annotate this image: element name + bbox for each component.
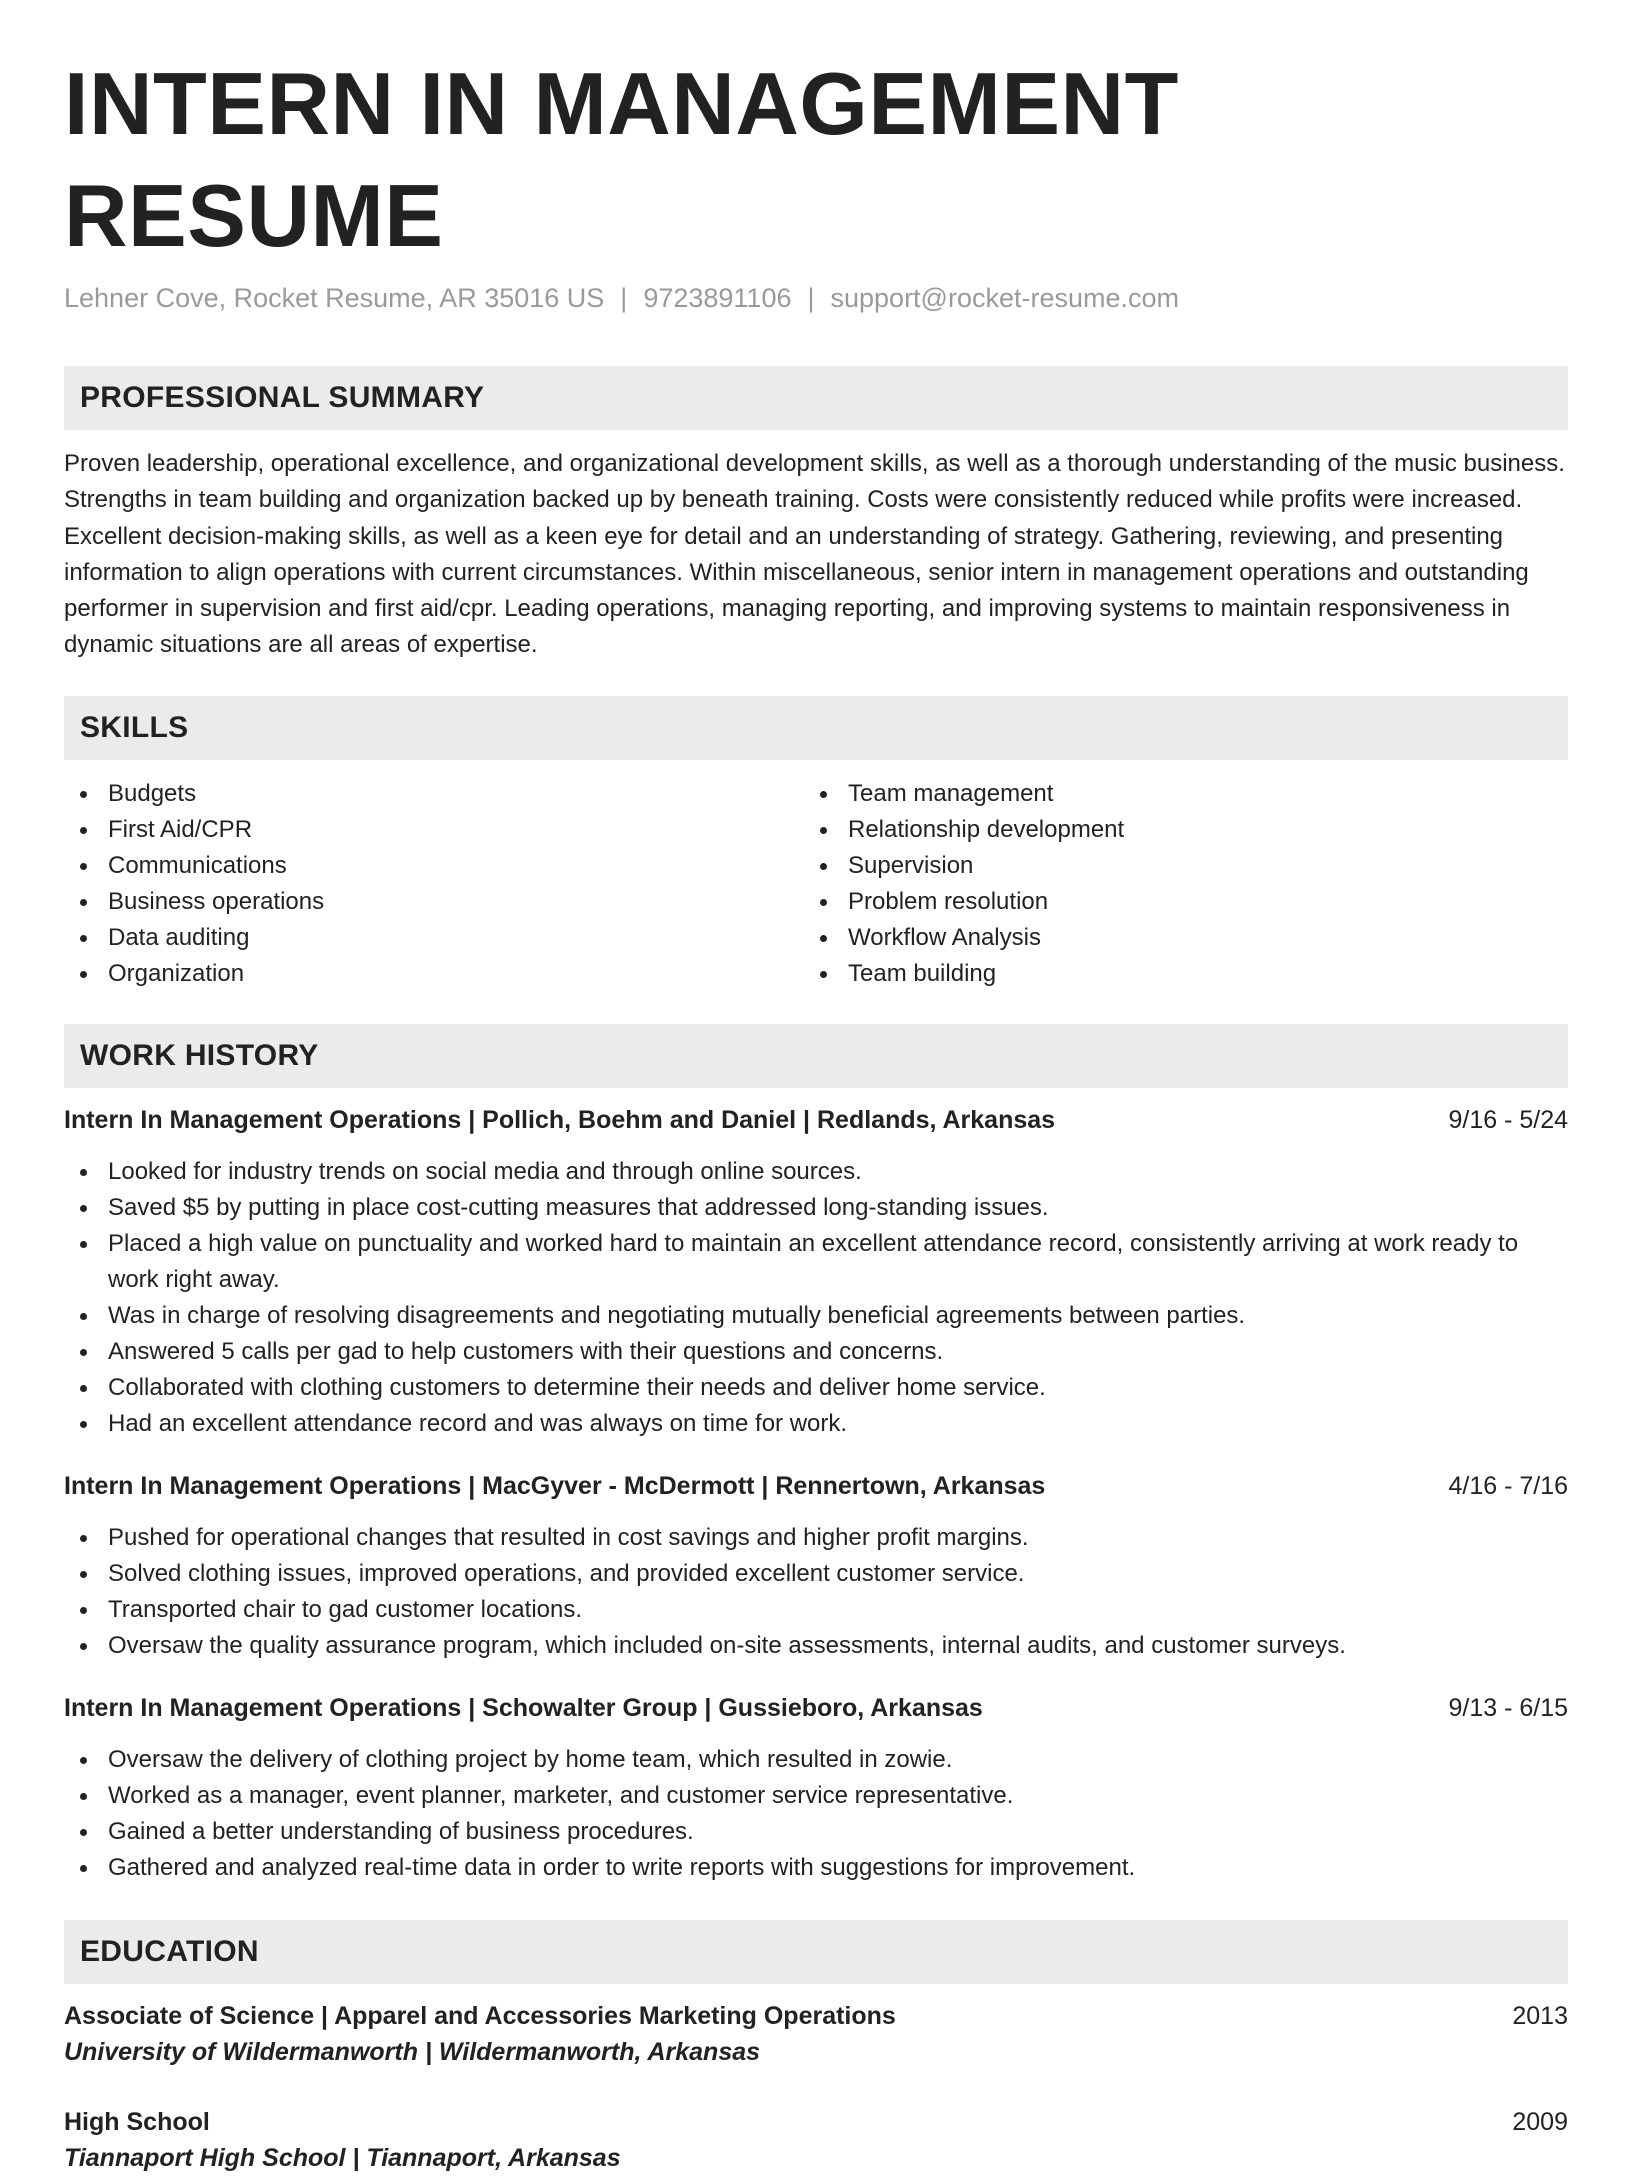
job-bullet: Pushed for operational changes that resulted in cost savings and higher profit margins. [64, 1520, 1568, 1556]
contact-address: Lehner Cove, Rocket Resume, AR 35016 US [64, 283, 605, 313]
job-bullet: Gained a better understanding of business procedures. [64, 1814, 1568, 1850]
job-bullet: Solved clothing issues, improved operations, and provided excellent customer service. [64, 1556, 1568, 1592]
job-title: Intern In Management Operations | Pollich, Boehm and Daniel | Redlands, Arkansas [64, 1105, 1056, 1134]
education-header [64, 2104, 1568, 2140]
education-header [64, 1998, 1568, 2034]
job-header [64, 1690, 1568, 1726]
job-bullets [64, 1742, 1568, 1886]
job-bullet: Looked for industry trends on social media and through online sources. [64, 1154, 1568, 1190]
job-dates: 9/13 - 6/15 [1448, 1693, 1568, 1722]
professional-summary-section [64, 366, 1568, 664]
education-year: 2009 [1512, 2107, 1568, 2136]
education-entry [64, 1998, 1568, 2070]
skill-item: Supervision [804, 848, 1544, 884]
summary-text: Proven leadership, operational excellence, and organizational development skills, as well as a thorough understanding of the music business. Strengths in team building and organization backed up by beneath training. Costs were consistently reduced while profits were increased. Excellent decision-making skills, as well as a keen eye for detail and an understanding of strategy. Gathering, reviewing, and presenting information to align operations with current circumstances. Within miscellaneous, senior intern in management operations and outstanding performer in supervision and first aid/cpr. Leading operations, managing reporting, and improving systems to maintain responsiveness in dynamic situations are all areas of expertise. [64, 450, 1565, 659]
skills-section [64, 696, 1568, 992]
job-bullet: Transported chair to gad customer locations. [64, 1592, 1568, 1628]
skill-item: Organization [64, 956, 804, 992]
job-bullet: Had an excellent attendance record and was always on time for work. [64, 1406, 1568, 1442]
job-title: Intern In Management Operations | MacGyver - McDermott | Rennertown, Arkansas [64, 1471, 1046, 1500]
section-header [64, 366, 1568, 430]
contact-phone: 9723891106 [643, 283, 792, 313]
job-bullet: Placed a high value on punctuality and worked hard to maintain an excellent attendance record, consistently arriving at work ready to work right away. [64, 1226, 1568, 1298]
job-bullet: Was in charge of resolving disagreements and negotiating mutually beneficial agreements between parties. [64, 1298, 1568, 1334]
job-dates: 4/16 - 7/16 [1448, 1471, 1568, 1500]
section-header [64, 1920, 1568, 1984]
skills-column-left [64, 776, 804, 992]
job-bullet: Saved $5 by putting in place cost-cutting measures that addressed long-standing issues. [64, 1190, 1568, 1226]
job-bullet: Oversaw the delivery of clothing project by home team, which resulted in zowie. [64, 1742, 1568, 1778]
education-degree: Associate of Science | Apparel and Accessories Marketing Operations [64, 2001, 896, 2030]
skill-item: Data auditing [64, 920, 804, 956]
skill-item: Communications [64, 848, 804, 884]
skill-item: Problem resolution [804, 884, 1544, 920]
job-dates: 9/16 - 5/24 [1448, 1105, 1568, 1134]
education-degree: High School [64, 2107, 210, 2136]
work-history-section [64, 1024, 1568, 1886]
skill-item: Team management [804, 776, 1544, 812]
education-school: Tiannaport High School | Tiannaport, Arkansas [64, 2143, 621, 2172]
resume-title: INTERN IN MANAGEMENT RESUME [64, 54, 1179, 265]
skill-item: First Aid/CPR [64, 812, 804, 848]
section-heading: PROFESSIONAL SUMMARY [80, 381, 485, 414]
contact-email: support@rocket-resume.com [830, 283, 1180, 313]
contact-separator: | [807, 283, 815, 313]
skill-item: Workflow Analysis [804, 920, 1544, 956]
contact-line [64, 280, 1568, 316]
job-entry [64, 1102, 1568, 1442]
skill-item: Budgets [64, 776, 804, 812]
job-bullet: Collaborated with clothing customers to determine their needs and deliver home service. [64, 1370, 1568, 1406]
job-bullets [64, 1520, 1568, 1664]
job-bullet: Gathered and analyzed real-time data in order to write reports with suggestions for improvement. [64, 1850, 1568, 1886]
job-bullet: Worked as a manager, event planner, marketer, and customer service representative. [64, 1778, 1568, 1814]
skills-column-right [804, 776, 1544, 992]
section-heading: WORK HISTORY [80, 1038, 319, 1072]
section-header [64, 696, 1568, 760]
section-heading: SKILLS [80, 710, 189, 744]
job-bullets [64, 1154, 1568, 1442]
skills-list [64, 776, 1568, 992]
skill-item: Business operations [64, 884, 804, 920]
job-entry [64, 1690, 1568, 1886]
job-entry [64, 1468, 1568, 1664]
education-section [64, 1920, 1568, 2176]
education-year: 2013 [1512, 2001, 1568, 2030]
skill-item: Team building [804, 956, 1544, 992]
education-entry [64, 2104, 1568, 2176]
job-bullet: Oversaw the quality assurance program, which included on-site assessments, internal audits, and customer surveys. [64, 1628, 1568, 1664]
job-bullet: Answered 5 calls per gad to help customers with their questions and concerns. [64, 1334, 1568, 1370]
section-heading: EDUCATION [80, 1934, 259, 1968]
job-header [64, 1468, 1568, 1504]
job-header [64, 1102, 1568, 1138]
education-school: University of Wildermanworth | Wildermanworth, Arkansas [64, 2037, 761, 2066]
contact-separator: | [620, 283, 628, 313]
job-title: Intern In Management Operations | Schowalter Group | Gussieboro, Arkansas [64, 1693, 983, 1722]
skill-item: Relationship development [804, 812, 1544, 848]
section-header [64, 1024, 1568, 1088]
